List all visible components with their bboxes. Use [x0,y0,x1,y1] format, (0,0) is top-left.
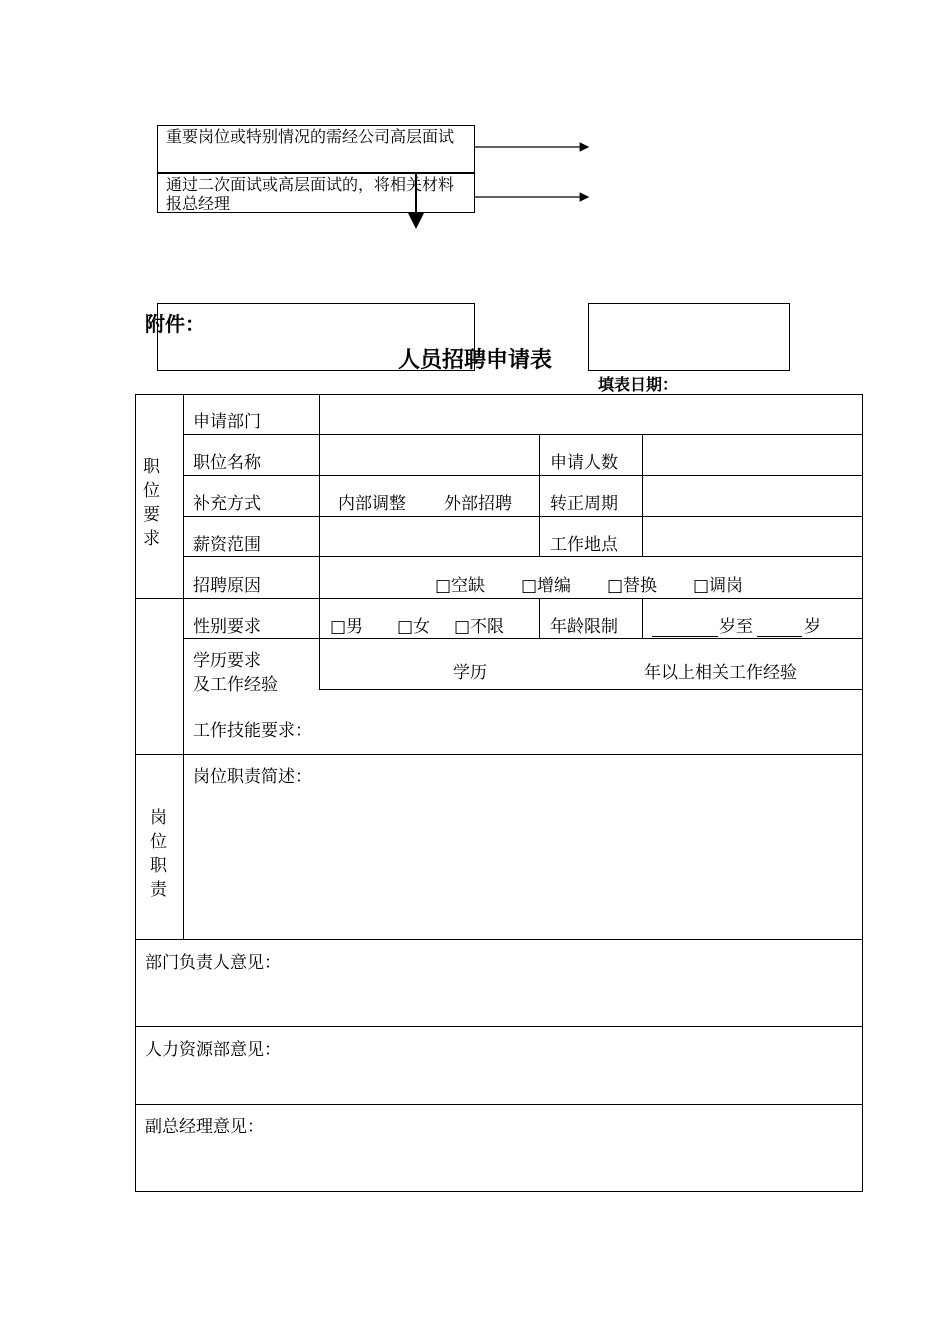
label-apply-dept: 申请部门 [193,412,261,432]
hline [183,475,863,476]
reason-option-replacement[interactable]: □替换 [607,576,658,596]
reason-option-expansion[interactable]: □增编 [521,576,572,596]
label-age-limit: 年龄限制 [550,617,618,637]
vline [539,598,540,639]
vline [642,434,643,557]
label-work-location: 工作地点 [550,535,618,555]
vline [183,394,184,939]
gender-option-male[interactable]: □男 [330,617,364,637]
age-to-suffix: 岁 [804,617,821,637]
label-salary-range: 薪资范围 [193,535,261,555]
label-recruit-reason: 招聘原因 [193,576,261,596]
hline [135,939,863,940]
age-to-blank[interactable] [757,636,802,637]
label-supplement-method: 补充方式 [193,494,261,514]
empty-box-right [588,303,790,371]
hline [135,754,863,755]
vline [319,394,320,690]
flow-step-1-text: 重要岗位或特别情况的需经公司高层面试 [166,127,455,146]
hline [183,556,863,557]
label-vp-opinion: 副总经理意见： [145,1117,264,1137]
label-skill-req: 工作技能要求： [193,721,312,741]
option-external-recruit: 外部招聘 [444,494,512,514]
vline [642,598,643,639]
label-position-name: 职位名称 [193,453,261,473]
hline [183,434,863,435]
label-edu-req-line2: 及工作经验 [193,675,278,695]
reason-option-transfer[interactable]: □调岗 [693,576,744,596]
attachment-label: 附件： [145,312,205,336]
form-title: 人员招聘申请表 [398,348,553,373]
label-apply-count: 申请人数 [550,453,618,473]
hline [135,598,863,599]
label-experience: 年以上相关工作经验 [644,663,797,683]
label-gender-req: 性别要求 [193,617,261,637]
vline [539,434,540,557]
gender-option-female[interactable]: □女 [397,617,431,637]
flow-step-2-text: 通过二次面试或高层面试的，将相关材料报总经理 [166,175,455,213]
hline [183,638,863,639]
label-duty-desc: 岗位职责简述： [193,767,312,787]
hline [135,1026,863,1027]
section-job-requirements: 职位要求 [143,457,160,549]
fill-date-label-2: 填表日期： [598,375,679,394]
label-dept-head-opinion: 部门负责人意见： [145,953,281,973]
option-internal-transfer: 内部调整 [338,494,406,514]
gender-option-any[interactable]: □不限 [454,617,505,637]
hline [183,516,863,517]
reason-option-vacancy[interactable]: □空缺 [435,576,486,596]
hline [319,689,863,690]
label-hr-opinion: 人力资源部意见： [145,1040,281,1060]
age-from-suffix: 岁至 [719,617,753,637]
hline [135,1104,863,1105]
label-education: 学历 [453,663,487,683]
label-edu-req-line1: 学历要求 [193,651,261,671]
section-job-duties: 岗位职责 [150,808,167,900]
age-from-blank[interactable] [652,636,718,637]
label-probation-period: 转正周期 [550,494,618,514]
